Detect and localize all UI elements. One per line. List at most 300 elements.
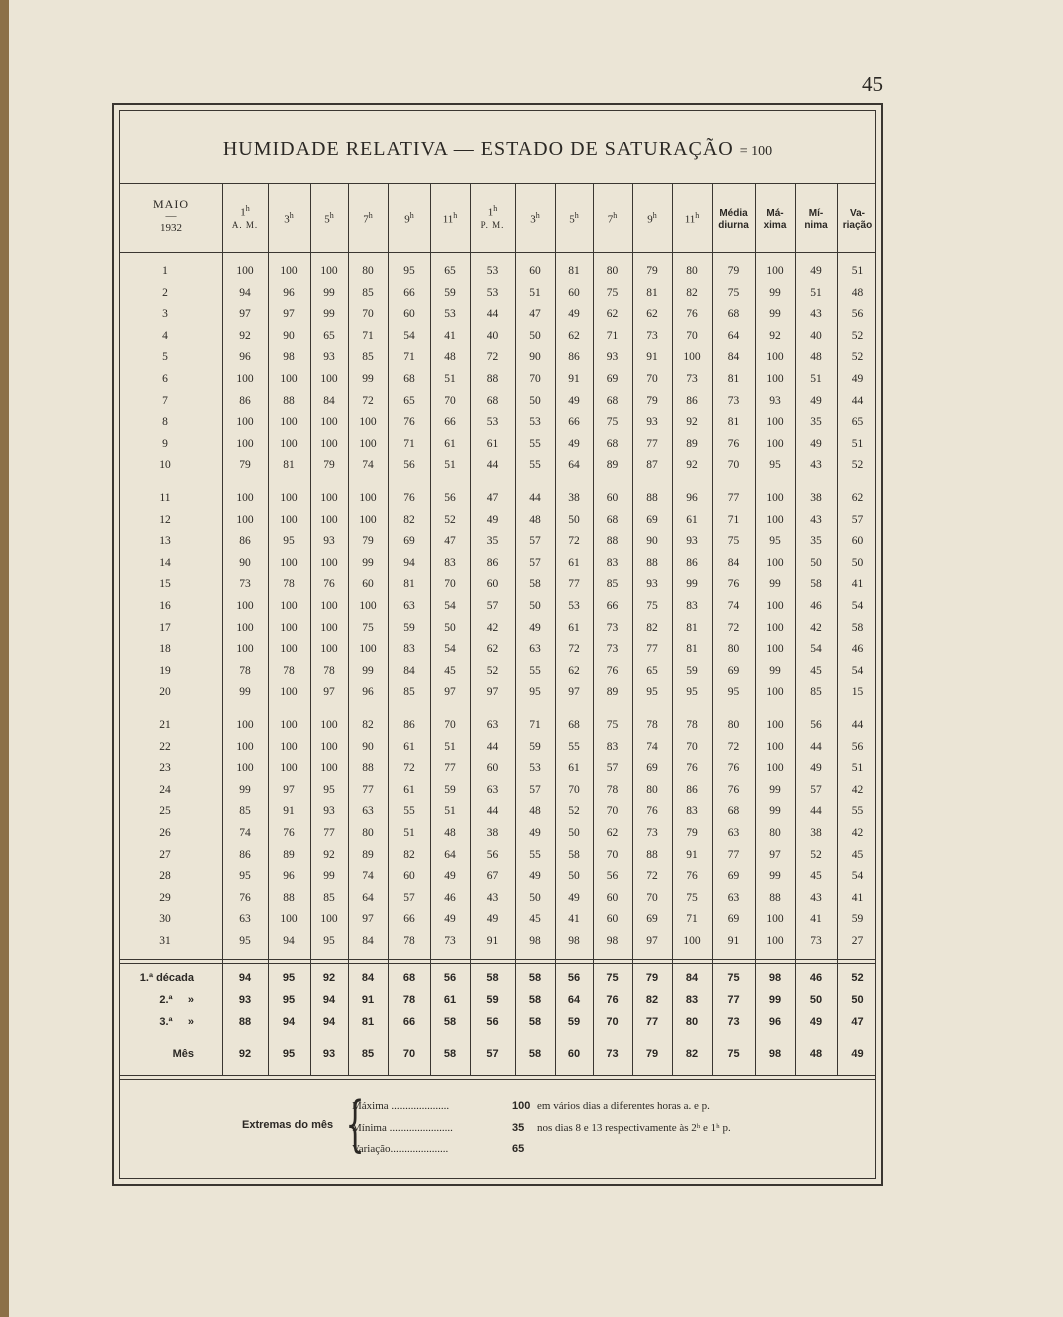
table-cell: 93 bbox=[646, 416, 658, 429]
table-cell: 73 bbox=[686, 373, 698, 385]
table-cell: 100 bbox=[280, 556, 298, 569]
table-cell: 46 bbox=[851, 643, 864, 656]
table-cell: 99 bbox=[769, 308, 781, 321]
table-cell: 43 bbox=[486, 891, 499, 904]
table-cell: 59 bbox=[529, 740, 541, 753]
table-cell: 93 bbox=[606, 351, 619, 364]
table-cell: 44 bbox=[486, 740, 499, 753]
day-number: 9 bbox=[162, 437, 168, 450]
summary-label: 1.ª década bbox=[139, 972, 194, 984]
summary-cell: 99 bbox=[768, 994, 782, 1006]
table-cell: 68 bbox=[727, 805, 740, 818]
stat-header-line: Va- bbox=[849, 208, 865, 219]
table-cell: 100 bbox=[320, 492, 338, 504]
table-cell: 100 bbox=[236, 492, 254, 504]
table-cell: 77 bbox=[646, 437, 658, 450]
summary-cell: 91 bbox=[361, 994, 375, 1006]
table-cell: 73 bbox=[239, 578, 251, 591]
summary-cell: 94 bbox=[238, 972, 252, 984]
summary-cell: 52 bbox=[851, 972, 864, 984]
table-cell: 76 bbox=[646, 805, 658, 818]
table-cell: 54 bbox=[851, 870, 864, 883]
table-cell: 100 bbox=[320, 265, 338, 277]
day-number: 21 bbox=[159, 719, 171, 731]
table-cell: 65 bbox=[444, 265, 456, 277]
table-cell: 80 bbox=[727, 719, 740, 731]
table-cell: 79 bbox=[646, 394, 658, 407]
table-cell: 97 bbox=[283, 783, 295, 796]
table-cell: 79 bbox=[362, 535, 374, 548]
table-cell: 50 bbox=[568, 827, 580, 839]
table-cell: 91 bbox=[686, 848, 698, 861]
table-cell: 49 bbox=[529, 621, 541, 634]
summary-cell: 64 bbox=[567, 994, 581, 1006]
table-cell: 68 bbox=[568, 719, 580, 731]
summary-cell: 79 bbox=[645, 1048, 659, 1060]
table-cell: 47 bbox=[529, 308, 541, 321]
table-cell: 78 bbox=[323, 664, 335, 677]
table-cell: 61 bbox=[403, 783, 415, 796]
table-cell: 70 bbox=[568, 783, 580, 796]
table-cell: 71 bbox=[362, 329, 374, 342]
table-cell: 82 bbox=[403, 848, 415, 861]
table-cell: 55 bbox=[568, 740, 580, 753]
table-cell: 54 bbox=[403, 329, 415, 342]
table-cell: 100 bbox=[280, 373, 298, 385]
table-cell: 98 bbox=[568, 935, 580, 947]
table-cell: 49 bbox=[568, 308, 580, 321]
extreme-name: Variação..................... bbox=[352, 1143, 449, 1155]
table-cell: 100 bbox=[236, 416, 254, 429]
table-cell: 97 bbox=[486, 686, 499, 699]
table-cell: 73 bbox=[727, 394, 740, 407]
extreme-value: 100 bbox=[512, 1100, 531, 1112]
table-cell: 82 bbox=[646, 621, 658, 634]
summary-cell: 78 bbox=[402, 994, 416, 1006]
stat-header-line: nima bbox=[804, 220, 828, 231]
table-cell: 42 bbox=[851, 783, 864, 796]
table-cell: 93 bbox=[646, 578, 658, 591]
table-cell: 100 bbox=[320, 513, 338, 526]
table-cell: 56 bbox=[851, 308, 864, 321]
table-cell: 100 bbox=[236, 719, 254, 731]
summary-cell: 59 bbox=[486, 994, 499, 1006]
summary-cell: 48 bbox=[809, 1048, 823, 1060]
table-cell: 49 bbox=[810, 265, 822, 277]
table-cell: 73 bbox=[646, 329, 658, 342]
table-cell: 61 bbox=[486, 437, 499, 450]
table-cell: 94 bbox=[403, 556, 415, 569]
summary-cell: 60 bbox=[567, 1048, 581, 1060]
day-number: 19 bbox=[159, 664, 171, 677]
table-cell: 76 bbox=[283, 827, 295, 839]
table-cell: 89 bbox=[283, 848, 295, 861]
table-cell: 74 bbox=[727, 600, 740, 612]
summary-cell: 77 bbox=[727, 994, 740, 1006]
table-cell: 64 bbox=[727, 329, 740, 342]
hour-header-9 bbox=[555, 210, 593, 226]
table-cell: 49 bbox=[810, 394, 822, 407]
extremes-label: Extremas do mês bbox=[242, 1119, 334, 1131]
table-cell: 80 bbox=[646, 783, 658, 796]
summary-cell: 58 bbox=[486, 972, 499, 984]
extreme-detail: em vários dias a diferentes horas a. e p. bbox=[537, 1100, 710, 1112]
table-cell: 38 bbox=[810, 827, 822, 839]
table-cell: 99 bbox=[239, 783, 251, 796]
table-cell: 51 bbox=[444, 459, 456, 472]
table-cell: 95 bbox=[727, 686, 740, 699]
table-cell: 92 bbox=[239, 329, 251, 342]
table-cell: 57 bbox=[529, 556, 541, 569]
table-cell: 100 bbox=[280, 643, 298, 656]
table-cell: 100 bbox=[280, 437, 298, 450]
summary-cell: 98 bbox=[768, 1048, 782, 1060]
title-main: HUMIDADE RELATIVA — ESTADO DE SATURAÇÃO bbox=[222, 138, 734, 160]
table-cell: 83 bbox=[606, 740, 619, 753]
table-cell: 80 bbox=[769, 827, 781, 839]
table-cell: 65 bbox=[851, 416, 864, 429]
table-cell: 100 bbox=[280, 621, 298, 634]
day-number: 26 bbox=[159, 827, 171, 839]
day-number: 12 bbox=[159, 513, 171, 526]
hour-superscript: h bbox=[453, 211, 458, 220]
hour-superscript: h bbox=[329, 211, 334, 220]
table-cell: 79 bbox=[646, 265, 658, 277]
table-cell: 82 bbox=[362, 719, 374, 731]
stat-header-line: riação bbox=[842, 220, 873, 231]
table-cell: 70 bbox=[444, 719, 456, 731]
summary-cell: 75 bbox=[727, 972, 740, 984]
summary-cell: 81 bbox=[361, 1016, 375, 1028]
table-cell: 70 bbox=[529, 373, 541, 385]
table-cell: 60 bbox=[606, 891, 619, 904]
table-cell: 62 bbox=[646, 308, 658, 321]
table-cell: 61 bbox=[568, 621, 580, 634]
table-cell: 100 bbox=[766, 935, 784, 947]
table-cell: 84 bbox=[727, 556, 740, 569]
table-cell: 93 bbox=[323, 535, 335, 548]
day-number: 1 bbox=[162, 265, 168, 277]
table-cell: 70 bbox=[646, 891, 658, 904]
table-cell: 71 bbox=[686, 913, 698, 926]
table-cell: 51 bbox=[444, 740, 456, 753]
summary-cell: 73 bbox=[727, 1016, 740, 1028]
table-cell: 77 bbox=[323, 827, 335, 839]
table-cell: 100 bbox=[766, 740, 784, 753]
table-cell: 76 bbox=[727, 578, 740, 591]
stat-header-line: diurna bbox=[718, 220, 749, 231]
summary-cell: 70 bbox=[402, 1048, 416, 1060]
hour-number: 11 bbox=[442, 213, 454, 226]
table-cell: 43 bbox=[810, 308, 822, 321]
table-cell: 38 bbox=[486, 827, 499, 839]
table-cell: 57 bbox=[606, 762, 619, 775]
summary-cell: 82 bbox=[645, 994, 659, 1006]
table-cell: 63 bbox=[403, 600, 415, 612]
hour-superscript: h bbox=[289, 211, 294, 220]
table-cell: 100 bbox=[766, 762, 784, 775]
table-cell: 45 bbox=[810, 870, 822, 883]
extremes-brace: { bbox=[345, 1089, 365, 1159]
table-cell: 83 bbox=[444, 556, 456, 569]
table-cell: 45 bbox=[444, 664, 456, 677]
table-cell: 77 bbox=[727, 492, 740, 504]
header-top-rule bbox=[120, 183, 875, 184]
table-cell: 87 bbox=[646, 459, 658, 472]
day-number: 29 bbox=[159, 891, 171, 904]
summary-cell: 96 bbox=[768, 1016, 782, 1028]
table-cell: 89 bbox=[606, 459, 619, 472]
table-cell: 68 bbox=[606, 437, 619, 450]
table-cell: 42 bbox=[851, 827, 864, 839]
table-cell: 95 bbox=[646, 686, 658, 699]
table-cell: 76 bbox=[727, 762, 740, 775]
table-cell: 84 bbox=[362, 935, 374, 947]
table-cell: 75 bbox=[646, 600, 658, 612]
summary-cell: 94 bbox=[322, 994, 336, 1006]
table-cell: 60 bbox=[403, 308, 415, 321]
table-cell: 59 bbox=[403, 621, 415, 634]
stat-header-line: xima bbox=[763, 220, 787, 231]
table-cell: 76 bbox=[403, 416, 415, 429]
table-cell: 100 bbox=[280, 416, 298, 429]
table-cell: 100 bbox=[280, 762, 298, 775]
hour-superscript: h bbox=[695, 211, 700, 220]
table-cell: 74 bbox=[362, 459, 374, 472]
table-cell: 44 bbox=[486, 805, 499, 818]
table-cell: 88 bbox=[646, 556, 658, 569]
table-cell: 100 bbox=[766, 437, 784, 450]
table-cell: 57 bbox=[529, 535, 541, 548]
table-cell: 71 bbox=[403, 351, 415, 364]
day-number: 3 bbox=[162, 308, 168, 321]
table-cell: 60 bbox=[568, 286, 580, 299]
table-cell: 45 bbox=[851, 848, 864, 861]
table-cell: 55 bbox=[529, 664, 541, 677]
table-cell: 41 bbox=[444, 329, 456, 342]
table-cell: 84 bbox=[323, 394, 335, 407]
table-cell: 85 bbox=[606, 578, 619, 591]
table-cell: 50 bbox=[851, 556, 864, 569]
table-cell: 91 bbox=[646, 351, 658, 364]
table-cell: 76 bbox=[686, 308, 698, 321]
table-cell: 92 bbox=[686, 459, 698, 472]
table-cell: 56 bbox=[403, 459, 415, 472]
table-cell: 65 bbox=[403, 394, 415, 407]
day-number: 11 bbox=[159, 492, 171, 504]
stat-header-2 bbox=[755, 208, 795, 232]
table-cell: 69 bbox=[403, 535, 415, 548]
table-cell: 99 bbox=[239, 686, 251, 699]
table-cell: 45 bbox=[810, 664, 822, 677]
table-cell: 100 bbox=[766, 913, 784, 926]
table-cell: 49 bbox=[444, 870, 456, 883]
table-cell: 100 bbox=[683, 935, 701, 947]
table-cell: 50 bbox=[529, 891, 541, 904]
table-cell: 82 bbox=[686, 286, 698, 299]
table-cell: 49 bbox=[444, 913, 456, 926]
table-cell: 92 bbox=[769, 329, 781, 342]
table-cell: 63 bbox=[362, 805, 374, 818]
table-cell: 54 bbox=[444, 643, 456, 656]
table-cell: 50 bbox=[444, 621, 456, 634]
hour-header-11 bbox=[632, 210, 672, 226]
table-cell: 100 bbox=[766, 416, 784, 429]
table-cell: 88 bbox=[486, 373, 499, 385]
table-cell: 75 bbox=[686, 891, 698, 904]
table-cell: 91 bbox=[486, 935, 499, 947]
table-cell: 41 bbox=[810, 913, 822, 926]
table-cell: 100 bbox=[320, 719, 338, 731]
table-cell: 49 bbox=[529, 827, 541, 839]
table-cell: 79 bbox=[686, 827, 698, 839]
table-cell: 60 bbox=[606, 913, 619, 926]
table-cell: 53 bbox=[486, 265, 499, 277]
table-cell: 42 bbox=[810, 621, 822, 634]
table-cell: 44 bbox=[486, 308, 499, 321]
table-cell: 100 bbox=[280, 740, 298, 753]
hour-number: 7 bbox=[607, 213, 614, 226]
table-cell: 100 bbox=[359, 643, 377, 656]
table-cell: 100 bbox=[320, 416, 338, 429]
table-cell: 76 bbox=[686, 762, 698, 775]
hour-number: 7 bbox=[363, 213, 369, 226]
table-cell: 64 bbox=[444, 848, 456, 861]
table-cell: 46 bbox=[444, 891, 456, 904]
summary-cell: 95 bbox=[282, 1048, 296, 1060]
hour-period: P. M. bbox=[480, 219, 505, 230]
table-cell: 99 bbox=[769, 664, 781, 677]
extreme-value: 65 bbox=[512, 1143, 525, 1155]
table-cell: 89 bbox=[686, 437, 698, 450]
table-cell: 85 bbox=[323, 891, 335, 904]
table-cell: 100 bbox=[766, 600, 784, 612]
table-cell: 83 bbox=[686, 600, 698, 612]
table-cell: 100 bbox=[320, 643, 338, 656]
table-cell: 60 bbox=[606, 492, 619, 504]
summary-cell: 57 bbox=[486, 1048, 499, 1060]
table-cell: 100 bbox=[320, 556, 338, 569]
table-cell: 95 bbox=[686, 686, 698, 699]
table-cell: 92 bbox=[323, 848, 335, 861]
table-cell: 41 bbox=[851, 891, 864, 904]
table-cell: 100 bbox=[766, 351, 784, 364]
table-cell: 76 bbox=[727, 437, 740, 450]
table-cell: 88 bbox=[362, 762, 374, 775]
table-cell: 52 bbox=[568, 805, 580, 818]
hour-header-5 bbox=[388, 210, 430, 226]
table-cell: 100 bbox=[766, 492, 784, 504]
table-cell: 69 bbox=[727, 664, 740, 677]
table-cell: 61 bbox=[568, 762, 580, 775]
table-cell: 59 bbox=[686, 664, 698, 677]
table-cell: 76 bbox=[727, 783, 740, 796]
table-cell: 54 bbox=[851, 664, 864, 677]
table-cell: 97 bbox=[769, 848, 781, 861]
extreme-value: 35 bbox=[512, 1122, 525, 1134]
table-cell: 76 bbox=[403, 492, 415, 504]
table-cell: 63 bbox=[727, 827, 740, 839]
table-cell: 99 bbox=[362, 556, 374, 569]
table-cell: 99 bbox=[686, 578, 698, 591]
table-cell: 82 bbox=[403, 513, 415, 526]
table-cell: 100 bbox=[359, 600, 377, 612]
hour-header-3 bbox=[310, 210, 348, 226]
year-label: 1932 bbox=[160, 222, 182, 234]
table-cell: 73 bbox=[810, 935, 822, 947]
table-cell: 78 bbox=[686, 719, 698, 731]
table-cell: 98 bbox=[283, 351, 295, 364]
table-cell: 99 bbox=[769, 286, 781, 299]
table-cell: 53 bbox=[486, 286, 499, 299]
table-cell: 89 bbox=[362, 848, 374, 861]
table-cell: 44 bbox=[810, 740, 822, 753]
table-cell: 48 bbox=[444, 827, 456, 839]
table-cell: 43 bbox=[810, 459, 822, 472]
table-cell: 97 bbox=[646, 935, 658, 947]
table-cell: 43 bbox=[810, 891, 822, 904]
table-cell: 44 bbox=[851, 394, 864, 407]
table-cell: 100 bbox=[280, 686, 298, 699]
table-cell: 56 bbox=[486, 848, 499, 861]
table-cell: 59 bbox=[851, 913, 864, 926]
summary-cell: 84 bbox=[685, 972, 699, 984]
summary-cell: 68 bbox=[402, 972, 416, 984]
table-cell: 97 bbox=[239, 308, 251, 321]
table-cell: 65 bbox=[323, 329, 335, 342]
table-cell: 84 bbox=[403, 664, 415, 677]
table-cell: 74 bbox=[362, 870, 374, 883]
table-cell: 100 bbox=[280, 719, 298, 731]
table-cell: 64 bbox=[362, 891, 374, 904]
stat-header-line: Mí- bbox=[808, 208, 824, 219]
stat-header-line: Má- bbox=[766, 208, 784, 219]
table-cell: 50 bbox=[529, 329, 541, 342]
table-cell: 83 bbox=[606, 556, 619, 569]
table-cell: 50 bbox=[810, 556, 822, 569]
table-cell: 80 bbox=[686, 265, 698, 277]
day-number: 17 bbox=[159, 621, 171, 634]
table-cell: 93 bbox=[323, 351, 335, 364]
table-cell: 80 bbox=[362, 265, 374, 277]
table-cell: 100 bbox=[766, 513, 784, 526]
table-cell: 81 bbox=[686, 621, 698, 634]
stat-header-4 bbox=[837, 208, 878, 232]
table-cell: 100 bbox=[320, 913, 338, 926]
table-cell: 75 bbox=[362, 621, 374, 634]
table-cell: 51 bbox=[444, 373, 456, 385]
summary-cell: 85 bbox=[361, 1048, 375, 1060]
table-cell: 58 bbox=[810, 578, 822, 591]
table-cell: 68 bbox=[606, 513, 619, 526]
summary-top-rule bbox=[120, 959, 875, 960]
table-cell: 47 bbox=[486, 492, 499, 504]
table-cell: 61 bbox=[403, 740, 415, 753]
table-cell: 55 bbox=[403, 805, 415, 818]
table-cell: 52 bbox=[851, 351, 864, 364]
table-cell: 62 bbox=[606, 308, 619, 321]
table-cell: 100 bbox=[320, 621, 338, 634]
hour-header-12 bbox=[672, 210, 712, 226]
table-cell: 100 bbox=[766, 621, 784, 634]
table-cell: 48 bbox=[444, 351, 456, 364]
table-cell: 88 bbox=[283, 394, 295, 407]
table-cell: 98 bbox=[606, 935, 619, 947]
table-cell: 88 bbox=[283, 891, 295, 904]
table-cell: 77 bbox=[727, 848, 740, 861]
table-cell: 88 bbox=[646, 848, 658, 861]
page-number: 45 bbox=[862, 72, 883, 96]
